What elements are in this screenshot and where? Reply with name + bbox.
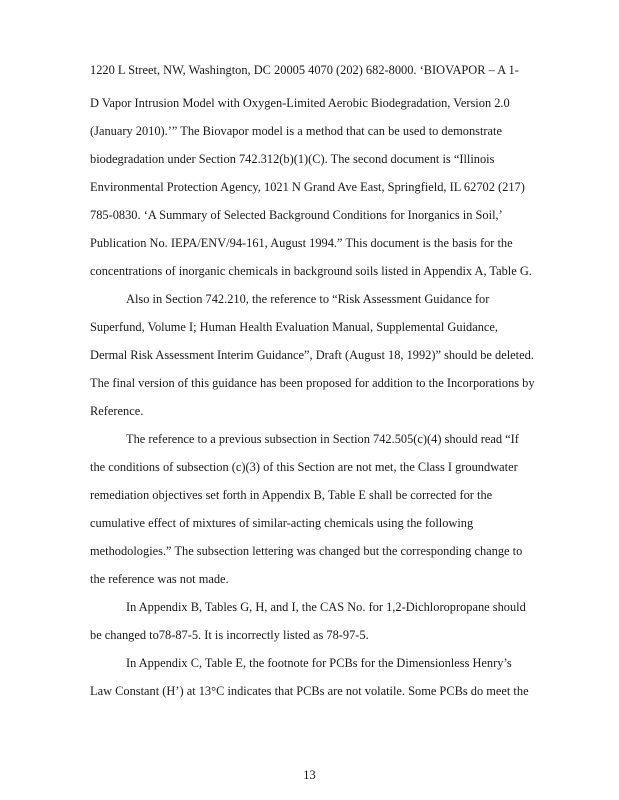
text-line: Law Constant (H’) at 13°C indicates that PCBs are not volatile. Some PCBs do meet the	[90, 684, 529, 698]
text-line: concentrations of inorganic chemicals in background soils listed in Appendix A, Table G.	[90, 264, 532, 278]
text-line: be changed to78-87-5. It is incorrectly listed as 78-97-5.	[90, 628, 369, 642]
text-line: Dermal Risk Assessment Interim Guidance”, Draft (August 18, 1992)” should be deleted.	[90, 348, 534, 362]
text-line: 1220 L Street, NW, Washington, DC 20005 4070 (202) 682-8000. ‘BIOVAPOR – A 1-	[90, 63, 519, 77]
text-line: Environmental Protection Agency, 1021 N Grand Ave East, Springfield, IL 62702 (217)	[90, 180, 525, 194]
paragraph-first-line: In Appendix B, Tables G, H, and I, the CAS No. for 1,2-Dichloropropane should	[126, 600, 526, 614]
text-line: biodegradation under Section 742.312(b)(1)(C). The second document is “Illinois	[90, 152, 495, 166]
text-line: 785-0830. ‘A Summary of Selected Background Conditions for Inorganics in Soil,’	[90, 208, 503, 222]
paragraph-first-line: In Appendix C, Table E, the footnote for PCBs for the Dimensionless Henry’s	[126, 656, 512, 670]
page-number: 13	[303, 768, 316, 782]
text-line: remediation objectives set forth in Appendix B, Table E shall be corrected for the	[90, 488, 493, 502]
text-line: the conditions of subsection (c)(3) of this Section are not met, the Class I groundwater	[90, 460, 518, 474]
paragraph-first-line: Also in Section 742.210, the reference to “Risk Assessment Guidance for	[126, 292, 490, 306]
text-line: Reference.	[90, 404, 144, 418]
text-line: cumulative effect of mixtures of similar-acting chemicals using the following	[90, 516, 474, 530]
text-line: (January 2010).’” The Biovapor model is a method that can be used to demonstrate	[90, 124, 502, 138]
text-line: the reference was not made.	[90, 572, 229, 586]
text-line: The final version of this guidance has been proposed for addition to the Incorporations by	[90, 376, 535, 390]
text-line: Superfund, Volume I; Human Health Evaluation Manual, Supplemental Guidance,	[90, 320, 499, 334]
text-line: Publication No. IEPA/ENV/94-161, August 1994.” This document is the basis for the	[90, 236, 513, 250]
text-line: D Vapor Intrusion Model with Oxygen-Limited Aerobic Biodegradation, Version 2.0	[90, 96, 510, 110]
text-line: methodologies.” The subsection lettering was changed but the corresponding change to	[90, 544, 523, 558]
paragraph-first-line: The reference to a previous subsection in Section 742.505(c)(4) should read “If	[126, 432, 519, 446]
